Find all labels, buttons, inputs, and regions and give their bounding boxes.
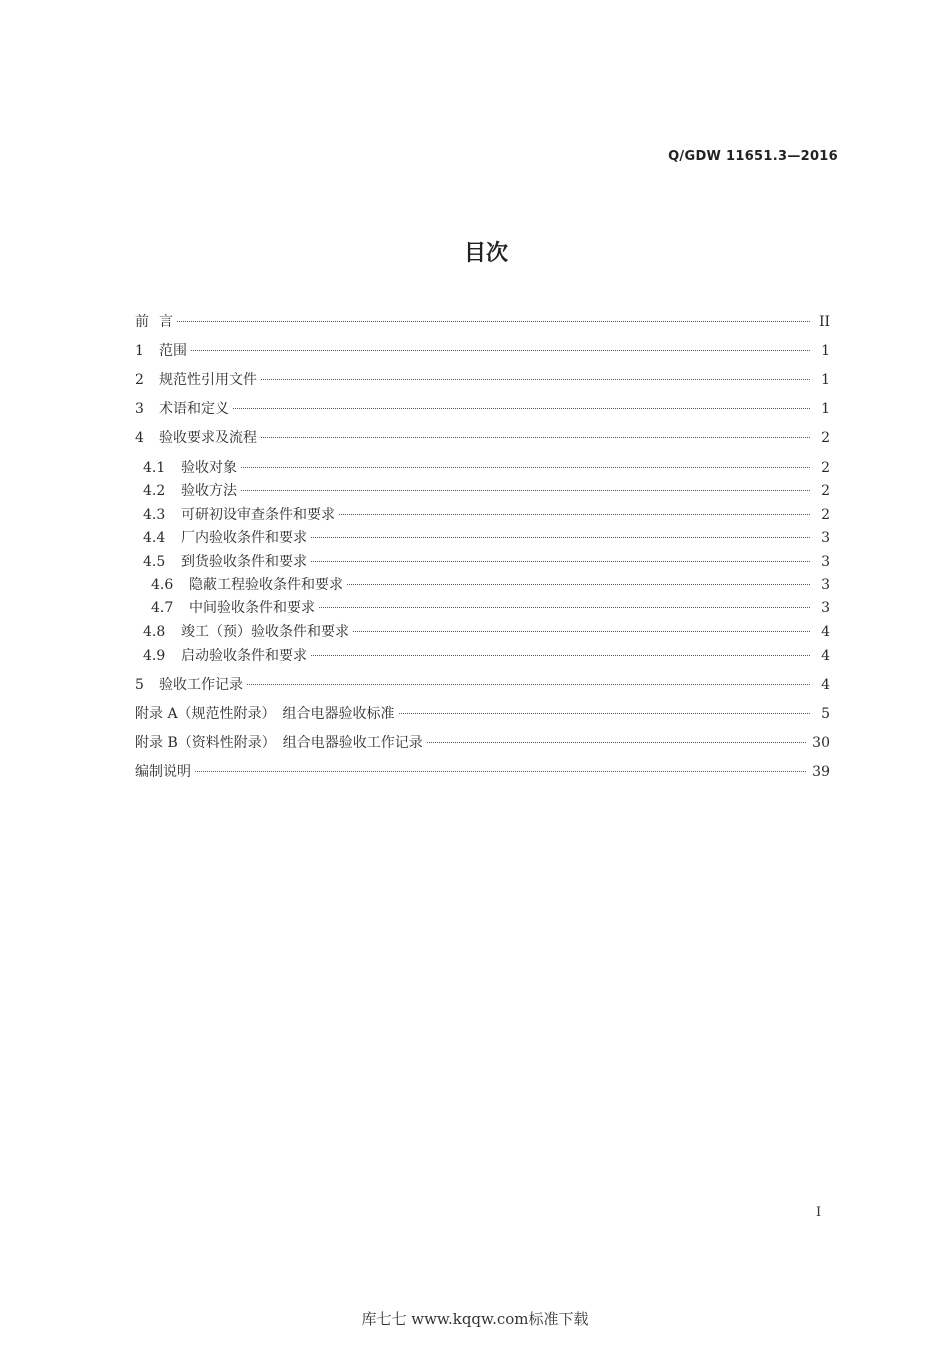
toc-entry-label: 到货验收条件和要求 (181, 554, 307, 570)
toc-entry-label: 可研初设审查条件和要求 (181, 507, 335, 523)
toc-entry-page: 3 (821, 554, 830, 570)
toc-entry-page: 1 (821, 401, 830, 417)
toc-entry-label: 启动验收条件和要求 (181, 648, 307, 664)
toc-entry-label: 验收对象 (181, 460, 237, 476)
dot-leader (427, 742, 806, 743)
toc-entry-number: 4.1 (143, 460, 166, 476)
dot-leader (311, 561, 810, 562)
toc-entry-foreword[interactable] (135, 312, 830, 332)
toc-entry-4-8[interactable] (143, 622, 830, 642)
toc-entry-page: 4 (821, 648, 830, 664)
dot-leader (339, 514, 810, 515)
footer-watermark: 库七七 www.kqqw.com标准下载 (361, 1310, 589, 1328)
toc-entry-page: II (818, 314, 830, 330)
toc-entry-page: 39 (812, 764, 830, 780)
toc-entry-3[interactable] (135, 399, 830, 419)
dot-leader (261, 379, 810, 380)
dot-leader (261, 437, 810, 438)
toc-entry-4-5[interactable] (143, 552, 830, 572)
dot-leader (191, 350, 810, 351)
toc-entry-number: 4.6 (151, 577, 174, 593)
toc-title: 目次 (463, 241, 508, 266)
toc-entry-number: 4 (135, 430, 144, 446)
toc-entry-page: 4 (821, 624, 830, 640)
toc-entry-label: 厂内验收条件和要求 (181, 530, 307, 546)
toc-entry-page: 2 (821, 460, 830, 476)
toc-entry-page: 3 (821, 577, 830, 593)
toc-entry-number: 1 (135, 343, 144, 359)
toc-entry-page: 2 (821, 483, 830, 499)
dot-leader (247, 684, 810, 685)
dot-leader (353, 631, 810, 632)
toc-entry-number: 5 (135, 677, 144, 693)
dot-leader (311, 655, 810, 656)
toc-entry-number: 前 (135, 314, 149, 330)
toc-entry-page: 1 (821, 343, 830, 359)
toc-entry-label: 中间验收条件和要求 (189, 600, 315, 616)
toc-entry-number: 2 (135, 372, 144, 388)
toc-entry-label: 验收方法 (181, 483, 237, 499)
toc-entry-page: 2 (821, 430, 830, 446)
toc-entry-page: 4 (821, 677, 830, 693)
toc-entry-label: 规范性引用文件 (159, 372, 257, 388)
toc-entry-page: 2 (821, 507, 830, 523)
toc-entry-4-4[interactable] (143, 528, 830, 548)
toc-entry-number: 4.9 (143, 648, 166, 664)
toc-entry-number: 4.3 (143, 507, 166, 523)
dot-leader (347, 584, 810, 585)
toc-entry-page: 1 (821, 372, 830, 388)
toc-entry-4-2[interactable] (143, 481, 830, 501)
toc-entry-2[interactable] (135, 370, 830, 390)
toc-entry-4-1[interactable] (143, 458, 830, 478)
dot-leader (311, 537, 810, 538)
page-number: I (816, 1205, 822, 1220)
dot-leader (233, 408, 810, 409)
toc-entry-4[interactable] (135, 428, 830, 448)
toc-entry-label: 言 (159, 314, 173, 330)
toc-entry-number: 4.5 (143, 554, 166, 570)
toc-entry-4-9[interactable] (143, 646, 830, 666)
dot-leader (319, 607, 810, 608)
toc-entry-1[interactable] (135, 341, 830, 361)
dot-leader (399, 713, 810, 714)
toc-entry-page: 3 (821, 600, 830, 616)
toc-entry-4-6[interactable] (151, 575, 830, 595)
toc-entry-4-7[interactable] (151, 598, 830, 618)
toc-entry-page: 5 (821, 706, 830, 722)
toc-entry-explanation[interactable] (135, 762, 830, 782)
toc-entry-label: 附录 A（规范性附录） 组合电器验收标准 (135, 706, 395, 722)
toc-entry-page: 30 (812, 735, 830, 751)
toc-entry-label: 竣工（预）验收条件和要求 (181, 624, 349, 640)
dot-leader (241, 467, 810, 468)
toc-entry-label: 术语和定义 (159, 401, 229, 417)
toc-entry-page: 3 (821, 530, 830, 546)
toc-entry-number: 3 (135, 401, 144, 417)
dot-leader (195, 771, 806, 772)
toc-entry-appendix-b[interactable] (135, 733, 830, 753)
toc-entry-label: 验收要求及流程 (159, 430, 257, 446)
toc-entry-appendix-a[interactable] (135, 704, 830, 724)
dot-leader (241, 490, 810, 491)
toc-entry-5[interactable] (135, 675, 830, 695)
dot-leader (177, 321, 810, 322)
toc-entry-label: 范围 (159, 343, 187, 359)
toc-entry-label: 附录 B（资料性附录） 组合电器验收工作记录 (135, 735, 423, 751)
toc-entry-4-3[interactable] (143, 505, 830, 525)
toc-entry-number: 4.7 (151, 600, 174, 616)
toc-entry-label: 编制说明 (135, 764, 191, 780)
toc-entry-number: 4.8 (143, 624, 166, 640)
toc-entry-label: 隐蔽工程验收条件和要求 (189, 577, 343, 593)
toc-entry-number: 4.4 (143, 530, 166, 546)
standard-code: Q/GDW 11651.3—2016 (668, 149, 838, 164)
toc-entry-label: 验收工作记录 (159, 677, 243, 693)
toc-entry-number: 4.2 (143, 483, 166, 499)
